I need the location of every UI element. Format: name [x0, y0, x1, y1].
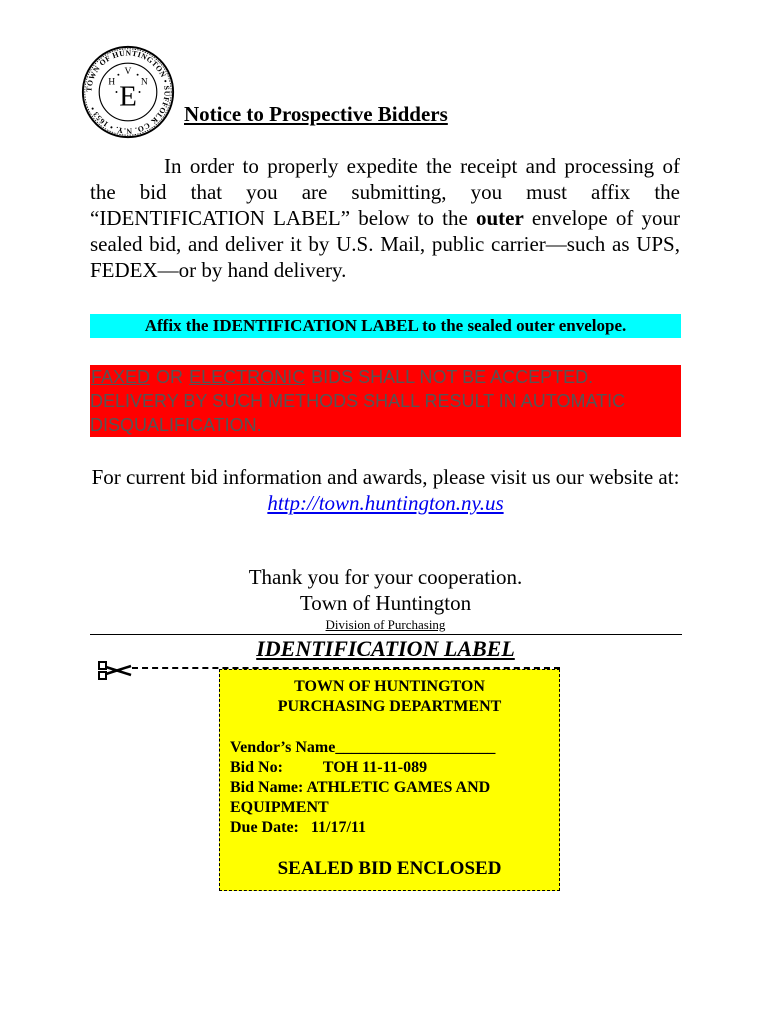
warning-or: OR — [156, 367, 184, 387]
intro-bold-outer: outer — [475, 206, 524, 230]
website-block — [90, 464, 681, 516]
page-title: Notice to Prospective Bidders — [184, 102, 448, 126]
svg-text:TOWN OF HUNTINGTON • SUFFOLK C: TOWN OF HUNTINGTON • SUFFOLK CO. N.Y. • 1653 • — [84, 48, 172, 136]
warning-box — [90, 365, 681, 437]
label-town: TOWN OF HUNTINGTON — [294, 678, 485, 695]
label-bid-name-1: Bid Name: ATHLETIC GAMES AND — [230, 779, 491, 796]
thanks-block — [90, 564, 681, 634]
label-vendor-name: Vendor’s Name____________________ — [230, 739, 496, 756]
website-text: For current bid information and awards, please visit us our website at: — [91, 465, 680, 489]
identification-label-box — [219, 669, 560, 891]
svg-text:N: N — [140, 76, 148, 88]
bid-no-key: Bid No: — [230, 759, 283, 776]
label-due-date — [230, 818, 559, 838]
divider-line — [90, 634, 682, 635]
due-date-value: 11/17/11 — [310, 819, 366, 836]
intro-text: In order to properly expedite the receipt and processing of the bid that you are submitting, you must affix the “IDENTIFICATION LABEL” below to the — [90, 154, 680, 230]
warning-faxed: FAXED — [91, 367, 151, 387]
affix-notice: Affix the IDENTIFICATION LABEL to the sealed outer envelope. — [90, 314, 681, 338]
identification-label-title: IDENTIFICATION LABEL — [256, 636, 515, 661]
warning-electronic: ELECTRONIC — [189, 367, 306, 387]
due-date-key: Due Date: — [230, 819, 299, 836]
bid-no-value: TOH 11-11-089 — [322, 759, 428, 776]
label-bid-name-2: EQUIPMENT — [230, 799, 329, 816]
label-bid-no — [230, 758, 559, 778]
svg-text:E: E — [119, 80, 137, 113]
website-link[interactable]: http://town.huntington.ny.us — [267, 491, 504, 515]
town-seal-logo — [80, 44, 176, 140]
label-department: PURCHASING DEPARTMENT — [277, 698, 502, 715]
intro-rest: envelope of your sealed bid, and deliver it by U.S. Mail, public carrier—such as UPS, FEDEX—or by hand delivery. — [90, 206, 680, 282]
svg-text:V: V — [124, 65, 132, 77]
division-name: Division of Purchasing — [325, 617, 446, 632]
label-sealed-bid: SEALED BID ENCLOSED — [277, 858, 502, 879]
warning-rest: BIDS SHALL NOT BE ACCEPTED. DELIVERY BY SUCH METHODS SHALL RESULT IN AUTOMATIC DISQUALIFICATION. — [90, 367, 626, 435]
town-name: Town of Huntington — [299, 591, 472, 615]
svg-text:H: H — [108, 76, 116, 88]
intro-paragraph — [90, 153, 680, 283]
scissors-icon — [98, 661, 132, 681]
thanks-text: Thank you for your cooperation. — [248, 565, 523, 589]
